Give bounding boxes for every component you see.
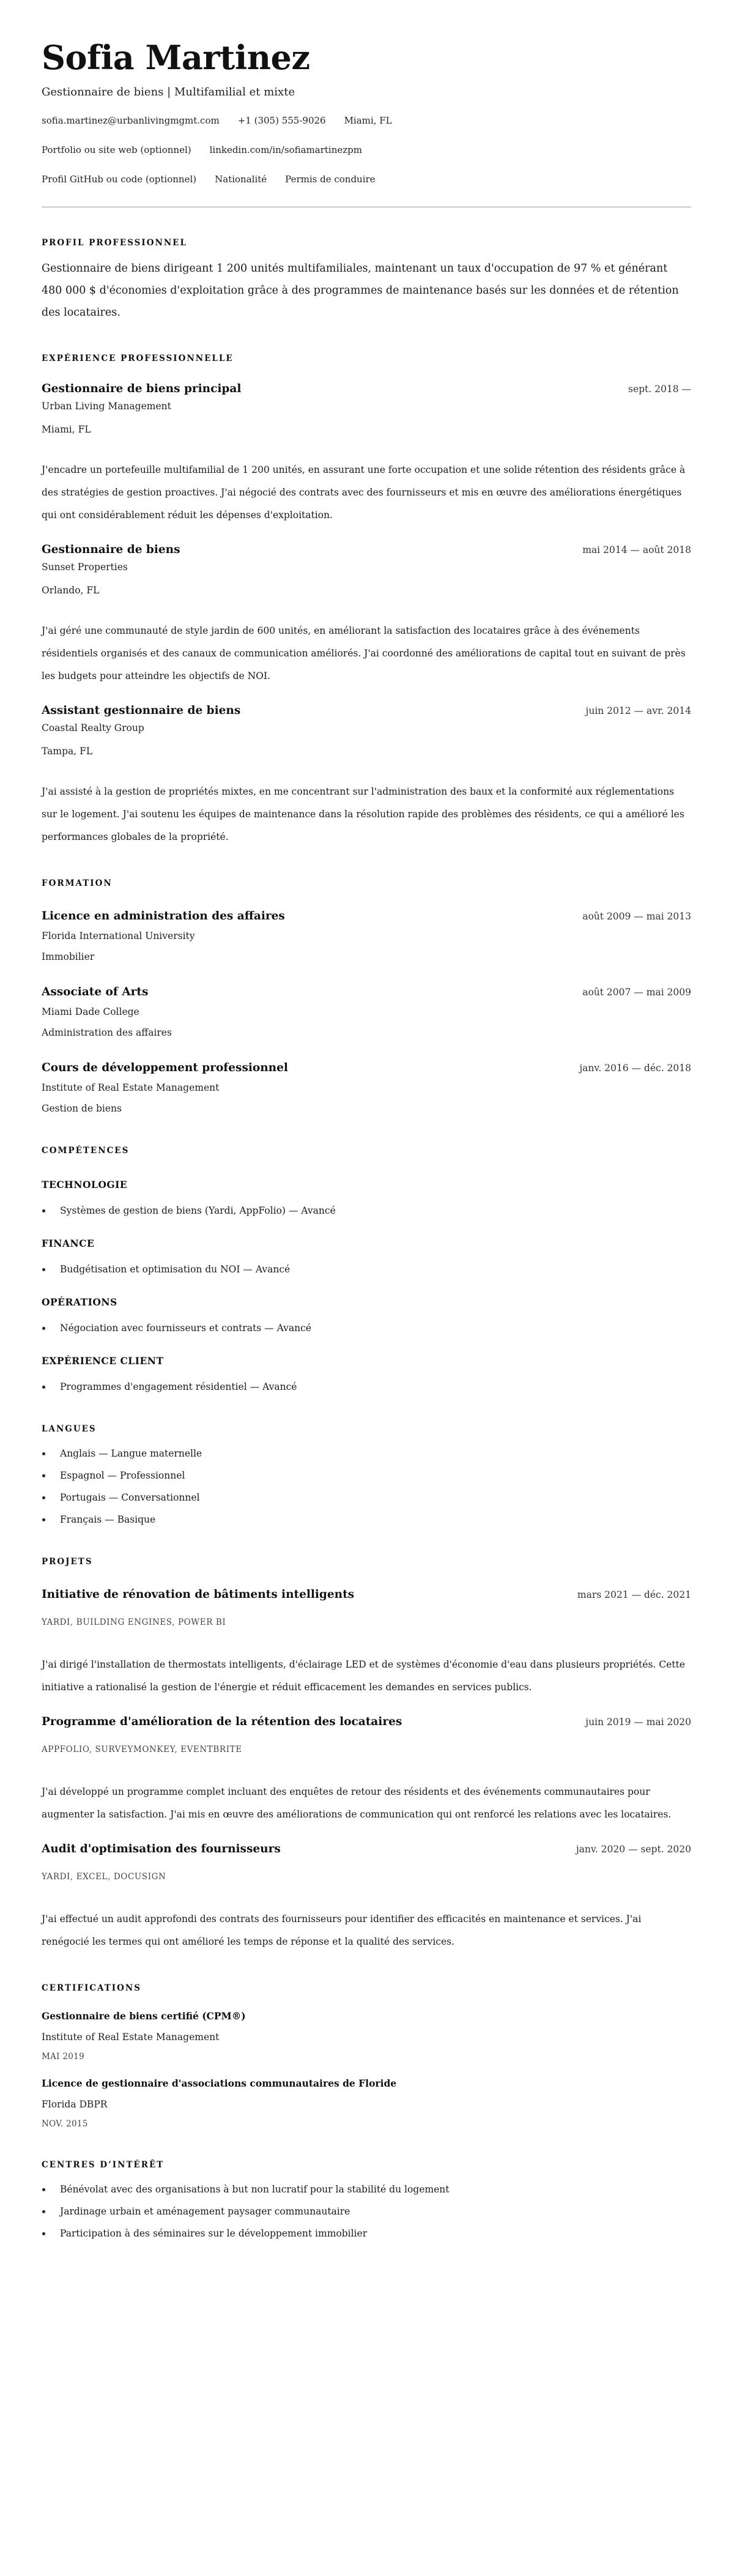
skill-category: EXPÉRIENCE CLIENT [42,1355,164,1367]
skill-item: Budgétisation et optimisation du NOI — Avancé [42,1262,691,1277]
job-title: Assistant gestionnaire de biens [42,704,241,717]
job-description: J'ai géré une communauté de style jardin de 600 unités, en améliorant la satisfaction des locataires grâce à des événements résidentiels organisés et des canaux de communication améliorés. J'ai coordonné des améliorations de capital tout en suivant de près les budgets pour atteindre les objectifs de NOI. [42,625,686,681]
contact-row [42,173,691,186]
project-technologies: YARDI, BUILDING ENGINES, POWER BI [42,1617,226,1627]
contact-location: Miami, FL [344,115,392,126]
certification-date: NOV. 2015 [42,2119,88,2129]
entry-header [42,541,691,559]
skill-category: TECHNOLOGIE [42,1179,128,1190]
skill-list [42,1379,691,1394]
entry-header [42,984,691,1001]
experience-entry [42,702,691,848]
section-profile [42,237,691,324]
skill-list [42,1203,691,1218]
job-location: Miami, FL [42,424,91,435]
skill-group [42,1178,691,1218]
certification-issuer: Florida DBPR [42,2099,108,2110]
entry-header [42,1841,691,1858]
candidate-name: Sofia Martinez [42,38,310,77]
project-dates: mars 2021 — déc. 2021 [577,1589,691,1600]
job-location: Tampa, FL [42,746,93,757]
section-title: COMPÉTENCES [42,1146,130,1156]
section-title: PROJETS [42,1557,93,1567]
education-dates: janv. 2016 — déc. 2018 [579,1063,691,1074]
contact-email[interactable]: sofia.martinez@urbanlivingmgmt.com [42,115,220,126]
language-list [42,1446,691,1527]
section-languages [42,1423,691,1527]
contact-block [42,114,691,186]
entry-header [42,1713,691,1731]
certification-issuer: Institute of Real Estate Management [42,2032,220,2043]
project-description: J'ai effectué un audit approfondi des contrats des fournisseurs pour identifier des efficacités en maintenance et services. J'ai renégocié les termes qui ont amélioré les temps de réponse et la qualité des services. [42,1913,642,1947]
degree-title: Cours de développement professionnel [42,1061,288,1074]
interest-item: Jardinage urbain et aménagement paysager communautaire [42,2204,691,2219]
language-item: Anglais — Langue maternelle [42,1446,691,1461]
entry-header [42,908,691,925]
certification-entry [42,2076,691,2130]
job-company: Urban Living Management [42,401,171,412]
job-title: Gestionnaire de biens principal [42,382,242,395]
project-description: J'ai développé un programme complet incluant des enquêtes de retour des résidents et des événements communautaires pour augmenter la satisfaction. J'ai mis en œuvre des améliorations de communication qui ont renforcé les relations avec les locataires. [42,1786,672,1820]
field-of-study: Administration des affaires [42,1027,172,1038]
certification-name: Gestionnaire de biens certifié (CPM®) [42,2010,246,2022]
project-technologies: APPFOLIO, SURVEYMONKEY, EVENTBRITE [42,1745,242,1754]
job-company: Coastal Realty Group [42,722,144,733]
section-certifications [42,1982,691,2130]
project-name: Audit d'optimisation des fournisseurs [42,1843,281,1855]
project-entry [42,1586,691,1699]
job-dates: sept. 2018 — [628,384,691,395]
job-company: Sunset Properties [42,562,128,573]
section-projects [42,1556,691,1953]
section-skills [42,1145,691,1394]
entry-header [42,1586,691,1603]
project-entry [42,1713,691,1826]
section-interests [42,2159,691,2241]
skill-group [42,1354,691,1394]
section-title: CENTRES D’INTÉRÊT [42,2160,165,2170]
project-name: Initiative de rénovation de bâtiments intelligents [42,1588,355,1601]
contact-github[interactable]: Profil GitHub ou code (optionnel) [42,174,197,185]
job-dates: juin 2012 — avr. 2014 [585,705,691,716]
project-technologies: YARDI, EXCEL, DOCUSIGN [42,1872,166,1882]
profile-summary: Gestionnaire de biens dirigeant 1 200 unités multifamiliales, maintenant un taux d'occupation de 97 % et générant 480 000 $ d'économies d'exploitation grâce à des programmes de maintenance basés sur les données et de rétention des locataires. [42,262,679,319]
education-entry [42,984,691,1040]
job-location: Orlando, FL [42,585,100,596]
skill-group [42,1236,691,1277]
contact-portfolio[interactable]: Portfolio ou site web (optionnel) [42,144,191,155]
certification-date: MAI 2019 [42,2052,84,2062]
interest-list [42,2182,691,2241]
resume-header [42,35,691,208]
skill-item: Systèmes de gestion de biens (Yardi, AppFolio) — Avancé [42,1203,691,1218]
project-entry [42,1841,691,1953]
section-experience [42,352,691,848]
contact-driving-license: Permis de conduire [285,174,376,185]
education-dates: août 2007 — mai 2009 [582,987,691,998]
skill-group [42,1295,691,1335]
contact-linkedin[interactable]: linkedin.com/in/sofiamartinezpm [209,144,362,155]
degree-title: Licence en administration des affaires [42,910,285,922]
job-title: Gestionnaire de biens [42,543,180,556]
education-entry [42,1060,691,1116]
field-of-study: Gestion de biens [42,1103,122,1114]
candidate-headline: Gestionnaire de biens | Multifamilial et mixte [42,86,295,98]
section-title: FORMATION [42,878,113,888]
entry-header [42,380,691,398]
section-title: LANGUES [42,1424,97,1434]
experience-entry [42,380,691,527]
skill-list [42,1262,691,1277]
contact-nationality: Nationalité [215,174,267,185]
skill-item: Programmes d'engagement résidentiel — Avancé [42,1379,691,1394]
interest-item: Participation à des séminaires sur le développement immobilier [42,2226,691,2241]
school-name: Miami Dade College [42,1006,139,1017]
section-title: CERTIFICATIONS [42,1983,141,1993]
language-item: Portugais — Conversationnel [42,1490,691,1505]
education-dates: août 2009 — mai 2013 [582,911,691,922]
section-title: EXPÉRIENCE PROFESSIONNELLE [42,354,234,363]
skill-category: FINANCE [42,1238,95,1249]
degree-title: Associate of Arts [42,985,149,998]
section-title: PROFIL PROFESSIONNEL [42,238,187,248]
language-item: Français — Basique [42,1512,691,1527]
section-education [42,877,691,1116]
job-description: J'ai assisté à la gestion de propriétés mixtes, en me concentrant sur l'administration des baux et la conformité aux réglementations sur le logement. J'ai soutenu les équipes de maintenance dans la résolution rapide des problèmes des résidents, ce qui a amélioré les performances globales de la propriété. [42,786,684,842]
school-name: Institute of Real Estate Management [42,1082,220,1093]
skill-item: Négociation avec fournisseurs et contrats — Avancé [42,1321,691,1335]
project-dates: juin 2019 — mai 2020 [585,1717,691,1728]
certification-name: Licence de gestionnaire d'associations communautaires de Floride [42,2077,397,2089]
language-item: Espagnol — Professionnel [42,1468,691,1483]
header-divider [42,206,691,208]
project-dates: janv. 2020 — sept. 2020 [576,1844,691,1855]
contact-row [42,143,691,157]
entry-header [42,702,691,719]
project-name: Programme d'amélioration de la rétention des locataires [42,1715,402,1728]
contact-phone[interactable]: +1 (305) 555-9026 [237,115,326,126]
contact-row [42,114,691,127]
education-entry [42,908,691,964]
skill-list [42,1321,691,1335]
job-description: J'encadre un portefeuille multifamilial de 1 200 unités, en assurant une forte occupation et une solide rétention des résidents grâce à des stratégies de gestion proactives. J'ai négocié des contrats avec des fournisseurs et mis en œuvre des améliorations énergétiques qui ont considérablement réduit les dépenses d'exploitation. [42,464,686,521]
interest-item: Bénévolat avec des organisations à but non lucratif pour la stabilité du logement [42,2182,691,2197]
school-name: Florida International University [42,930,195,941]
project-description: J'ai dirigé l'installation de thermostats intelligents, d'éclairage LED et de systèmes d'économie d'eau dans plusieurs propriétés. Cette initiative a rationalisé la gestion de l'énergie et réduit efficacement les demandes en services publics. [42,1659,685,1693]
field-of-study: Immobilier [42,951,95,962]
experience-entry [42,541,691,688]
skill-category: OPÉRATIONS [42,1296,117,1308]
job-dates: mai 2014 — août 2018 [582,544,691,555]
entry-header [42,1060,691,1077]
certification-entry [42,2009,691,2063]
